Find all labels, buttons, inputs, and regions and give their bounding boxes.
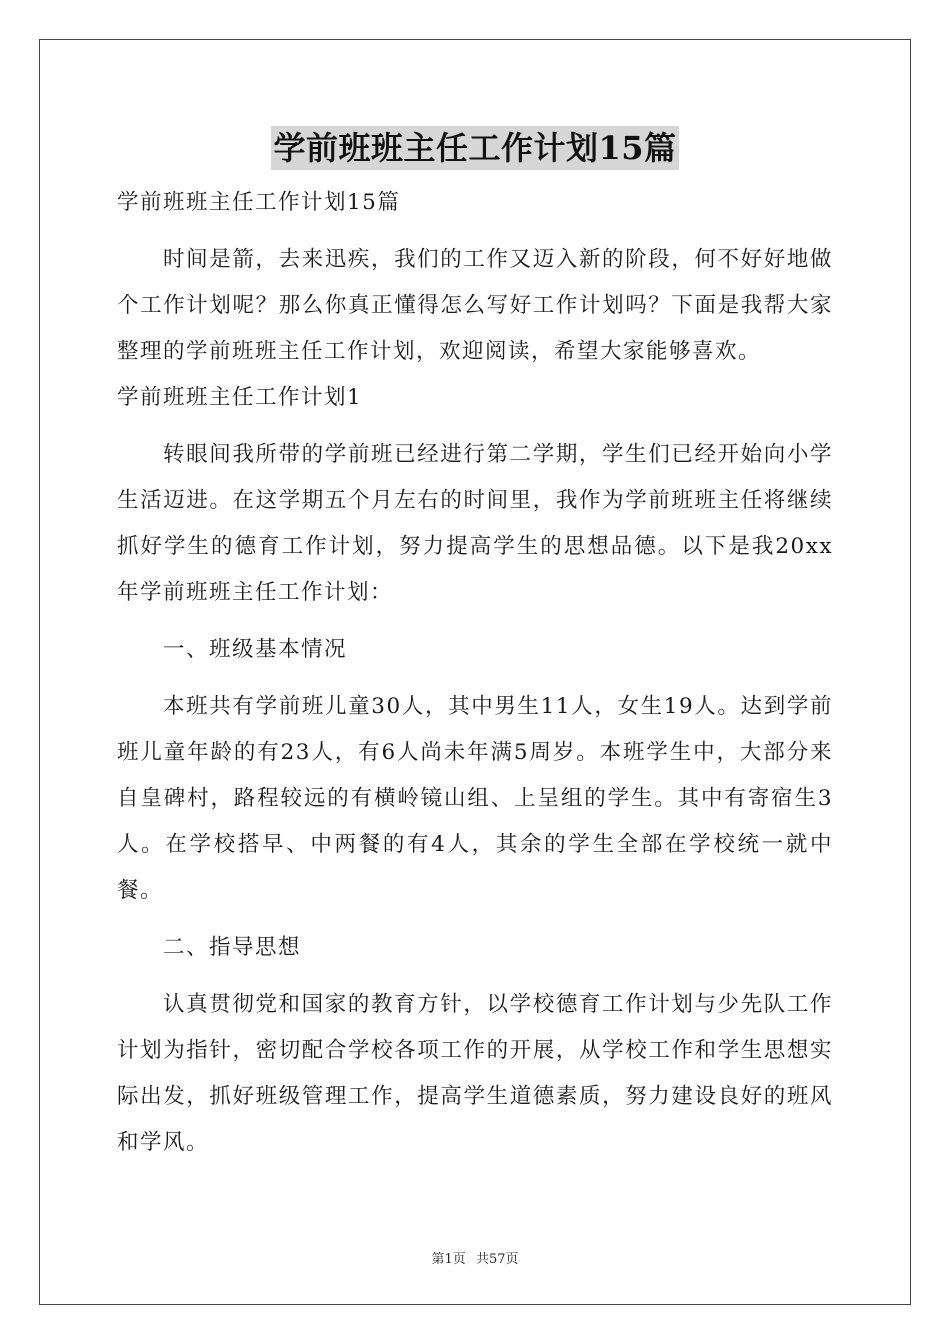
heading-guiding-ideology: 二、指导思想 [163, 935, 302, 960]
intro-paragraph: 时间是箭，去来迅疾，我们的工作又迈入新的阶段，何不好好地做个工作计划呢？那么你真正懂得怎么写好工作计划吗？下面是我帮大家整理的学前班班主任工作计划，欢迎阅读，希望大家能够喜欢。 [117, 247, 833, 364]
guiding-ideology-paragraph: 认真贯彻党和国家的教育方针，以学校德育工作计划与少先队工作计划为指针，密切配合学校各项工作的开展，从学校工作和学生思想实际出发，抓好班级管理工作，提高学生道德素质，努力建设良好的班风和学风。 [117, 992, 833, 1155]
heading-class-basics: 一、班级基本情况 [163, 637, 348, 662]
document-title: 学前班班主任工作计划15篇 [271, 126, 678, 170]
page-footer [0, 1248, 950, 1267]
page-number: 第1页 [431, 1252, 466, 1267]
subtitle-line: 学前班班主任工作计划15篇 [117, 190, 401, 215]
section-heading-plan-1: 学前班班主任工作计划1 [117, 385, 363, 410]
document-body [117, 180, 833, 1166]
plan-intro-paragraph: 转眼间我所带的学前班已经进行第二学期，学生们已经开始向小学生活迈进。在这学期五个月左右的时间里，我作为学前班班主任将继续抓好学生的德育工作计划，努力提高学生的思想品德。以下是我20xx年学前班班主任工作计划： [117, 442, 833, 605]
title-container [0, 126, 950, 170]
page-total: 共57页 [475, 1252, 519, 1267]
class-basics-paragraph: 本班共有学前班儿童30人，其中男生11人，女生19人。达到学前班儿童年龄的有23人，有6人尚未年满5周岁。本班学生中，大部分来自皇碑村，路程较远的有横岭镜山组、上呈组的学生。其中有寄宿生3人。在学校搭早、中两餐的有4人，其余的学生全部在学校统一就中餐。 [117, 694, 833, 903]
